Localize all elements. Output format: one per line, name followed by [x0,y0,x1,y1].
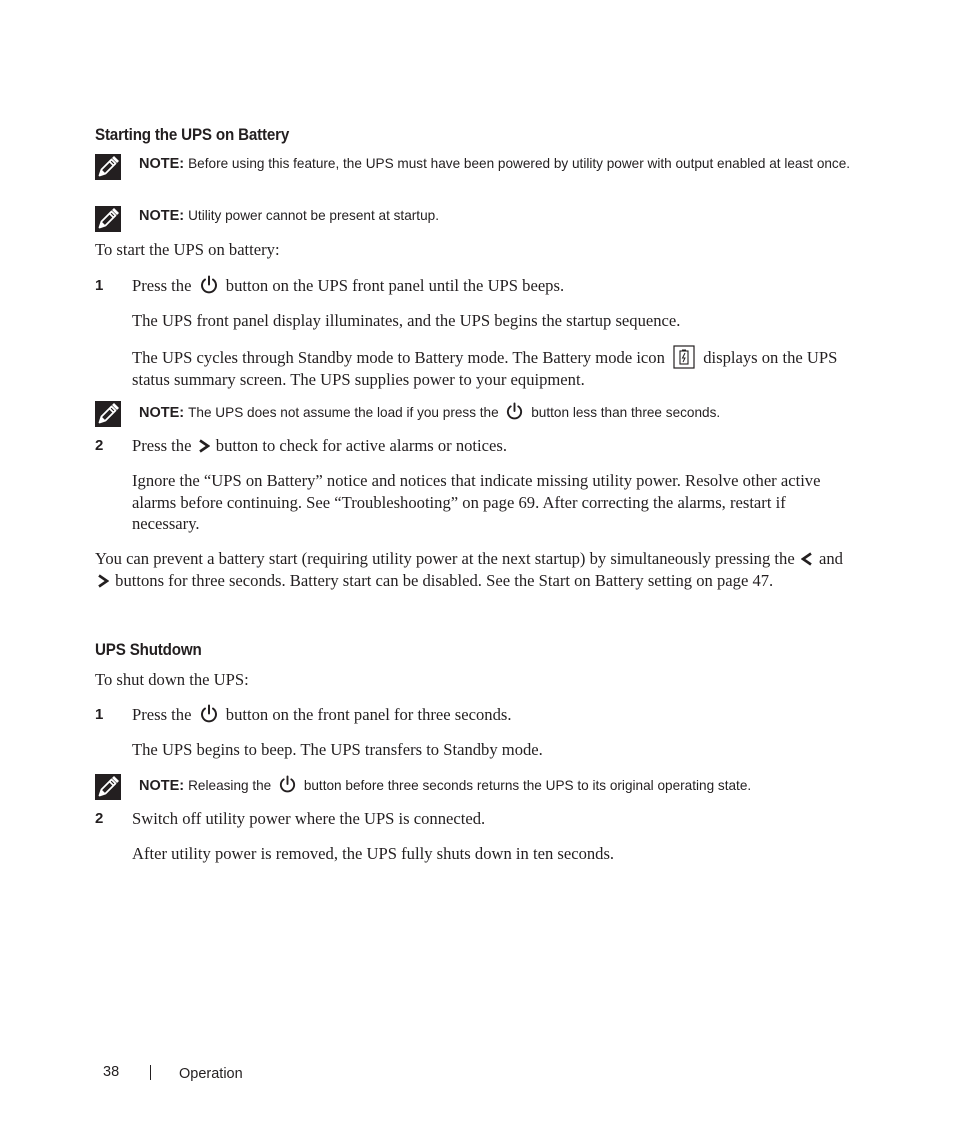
note-icon [95,774,121,800]
note-icon [95,401,121,427]
intro-paragraph: To shut down the UPS: [95,670,249,689]
step-number: 1 [95,706,104,723]
note-block [139,402,859,423]
step-text: Switch off utility power where the UPS is connected. [132,809,486,828]
note-text: Before using this feature, the UPS must have been powered by utility power with output enabled at least once. [188,156,851,171]
note-icon [95,154,121,180]
note-text: button before three seconds returns the UPS to its original operating state. [303,778,752,793]
intro-paragraph: To start the UPS on battery: [95,240,280,259]
step-text-part: button to check for active alarms or notices. [215,436,507,455]
step-text-part: button on the UPS front panel until the UPS beeps. [225,276,565,295]
power-button-icon [505,402,524,421]
paragraph-part: You can prevent a battery start (requiring utility power at the next startup) by simultaneously pressing the [95,549,795,568]
step-paragraph: Ignore the “UPS on Battery” notice and notices that indicate missing utility power. Resolve other active alarms before continuing. See “Troubleshooting” on page 69. After correcting the alarms, restart if necessary. [132,471,821,533]
step-text-part: Press the [132,705,192,724]
step-text [132,275,852,297]
page-number: 38 [103,1064,120,1080]
note-label: NOTE: [139,208,185,224]
power-button-icon [278,775,297,794]
battery-mode-icon [673,345,695,369]
note-label: NOTE: [139,405,185,421]
note-block [139,775,859,796]
closing-paragraph [95,548,855,591]
note-text: button less than three seconds. [531,405,721,420]
step-paragraph: The UPS front panel display illuminates, and the UPS begins the startup sequence. [132,311,681,330]
note-text: Releasing the [188,778,272,793]
step-text-part: displays on the UPS status summary screen. The UPS supplies power to your equipment. [132,348,838,389]
note-label: NOTE: [139,156,185,172]
paragraph-part: and [819,549,843,568]
note-icon [95,206,121,232]
right-arrow-button-icon [198,439,210,453]
footer-section-name: Operation [179,1066,243,1082]
section-heading-battery-start: Starting the UPS on Battery [95,126,290,144]
step-text [132,435,852,457]
step-text-part: Press the [132,276,192,295]
section-heading-shutdown: UPS Shutdown [95,641,202,659]
note-label: NOTE: [139,778,185,794]
step-number: 2 [95,810,104,827]
step-number: 1 [95,277,104,294]
note-text: Utility power cannot be present at startup. [188,208,439,223]
paragraph-part: buttons for three seconds. Battery start can be disabled. See the Start on Battery setting on page 47. [115,570,774,590]
step-text [132,704,852,726]
power-button-icon [199,275,219,295]
step-text-part: Press the [132,436,192,455]
note-text: The UPS does not assume the load if you press the [188,405,499,420]
step-paragraph: After utility power is removed, the UPS fully shuts down in ten seconds. [132,844,615,863]
step-paragraph [132,345,857,391]
note-block [139,206,859,226]
step-text-part: The UPS cycles through Standby mode to Battery mode. The Battery mode icon [132,348,665,367]
left-arrow-button-icon [801,552,813,566]
step-paragraph: The UPS begins to beep. The UPS transfers to Standby mode. [132,740,543,759]
right-arrow-button-icon [97,574,109,588]
note-block [139,154,859,174]
step-number: 2 [95,437,104,454]
power-button-icon [199,704,219,724]
step-text-part: button on the front panel for three seconds. [225,705,512,724]
footer-separator [150,1065,151,1080]
